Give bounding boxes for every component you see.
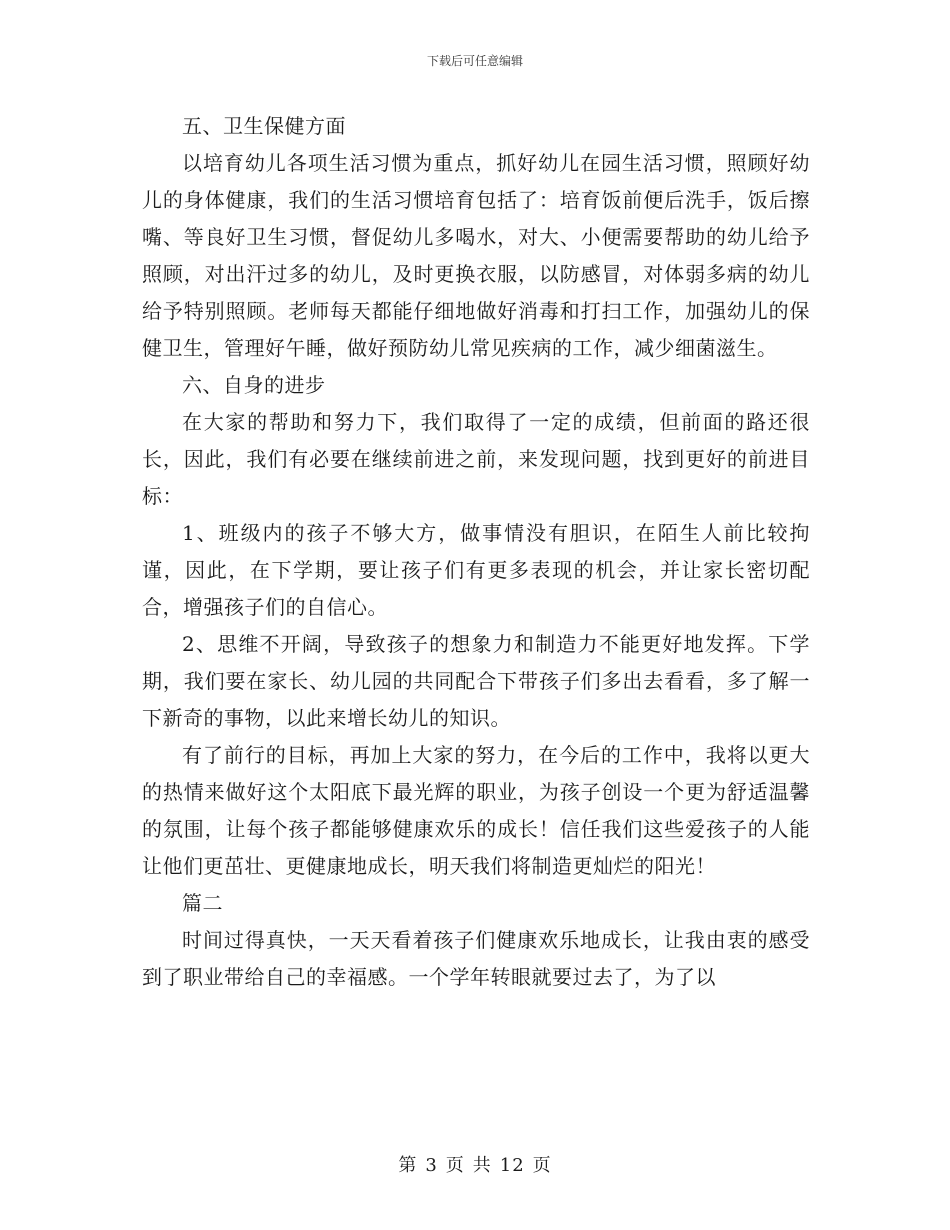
section-heading-self-progress: 六、自身的进步 [182, 373, 326, 397]
footer-current-page: 3 [425, 1155, 438, 1176]
section-heading-hygiene: 五、卫生保健方面 [182, 114, 346, 138]
footer-label-prefix: 第 [398, 1155, 418, 1176]
paragraph-goal-1: 1、班级内的孩子不够大方，做事情没有胆识，在陌生人前比较拘谨，因此，在下学期，要让孩子们有更多表现的机会，并让家长密切配合，增强孩子们的自信心。 [142, 521, 810, 619]
paragraph-hygiene: 以培育幼儿各项生活习惯为重点，抓好幼儿在园生活习惯，照顾好幼儿的身体健康，我们的生活习惯培育包括了：培育饭前便后洗手，饭后擦嘴、等良好卫生习惯，督促幼儿多喝水，对大、小便需要帮助的幼儿给予照顾，对出汗过多的幼儿，及时更换衣服，以防感冒，对体弱多病的幼儿给予特别照顾。老师每天都能仔细地做好消毒和打扫工作，加强幼儿的保健卫生，管理好午睡，做好预防幼儿常见疾病的工作，减少细菌滋生。 [142, 151, 810, 360]
paragraph-progress-intro: 在大家的帮助和努力下，我们取得了一定的成绩，但前面的路还很长，因此，我们有必要在继续前进之前，来发现问题，找到更好的前进目标： [142, 410, 810, 508]
footer-total-pages: 12 [499, 1155, 525, 1176]
paragraph-conclusion: 有了前行的目标，再加上大家的努力，在今后的工作中，我将以更大的热情来做好这个太阳底下最光辉的职业，为孩子创设一个更为舒适温馨的氛围，让每个孩子都能够健康欢乐的成长！信任我们这些爱孩子的人能让他们更茁壮、更健康地成长，明天我们将制造更灿烂的阳光！ [142, 743, 810, 878]
footer-label-total: 共 [472, 1155, 492, 1176]
paragraph-goal-2: 2、思维不开阔，导致孩子的想象力和制造力不能更好地发挥。下学期，我们要在家长、幼儿园的共同配合下带孩子们多出去看看，多了解一下新奇的事物，以此来增长幼儿的知识。 [142, 632, 810, 730]
footer-label-page: 页 [445, 1155, 465, 1176]
paragraph-part-two-intro: 时间过得真快，一天天看着孩子们健康欢乐地成长，让我由衷的感受到了职业带给自己的幸福感。一个学年转眼就要过去了，为了以 [142, 928, 810, 989]
document-body [142, 108, 810, 996]
page-number-footer [0, 1154, 950, 1178]
section-heading-part-two: 篇二 [182, 891, 223, 915]
header-note: 下载后可任意编辑 [426, 54, 523, 68]
footer-label-suffix: 页 [532, 1155, 552, 1176]
